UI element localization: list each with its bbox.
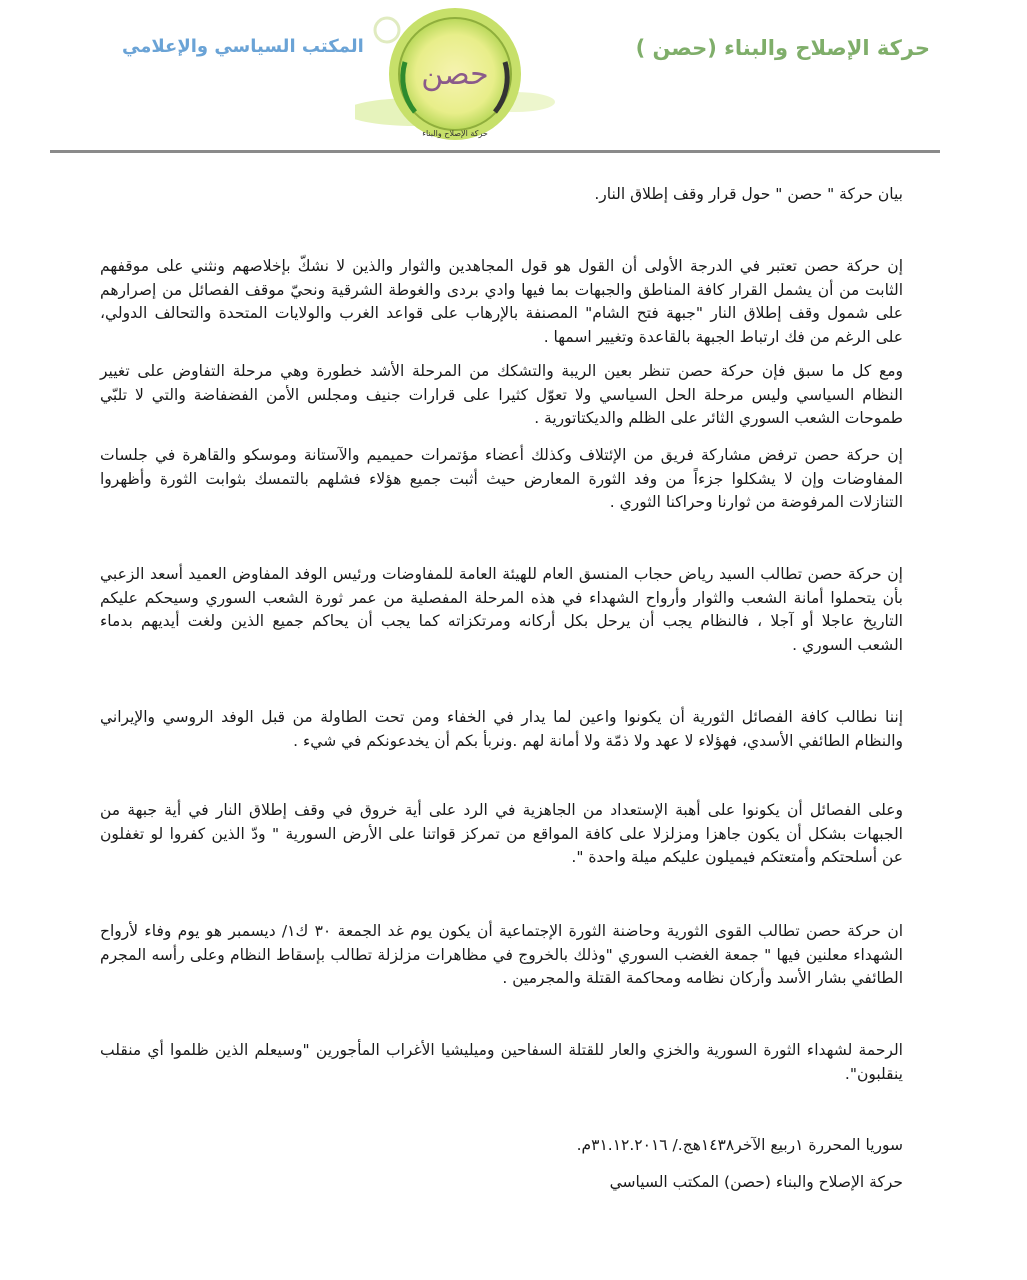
paragraph-line: الثابت من أن يشمل القرار كافة المناطق والجبهات بما فيها وادي بردى والغوطة الشرقية ونحيّ موقف الفصائل من إصرارهم bbox=[100, 280, 903, 299]
statement-paragraph bbox=[100, 799, 903, 870]
statement-paragraph bbox=[100, 706, 903, 753]
paragraph-line: عن أسلحتكم وأمتعتكم فيميلون عليكم ميلة واحدة ". bbox=[571, 848, 903, 867]
paragraph-line: ومع كل ما سبق فإن حركة حصن تنظر بعين الريبة والتشكك من المرحلة الأشد خطورة وهي مرحلة التفاوض على تغيير bbox=[100, 362, 903, 380]
paragraph-line: والنظام الطائفي الأسدي، فهؤلاء لا عهد ولا ذمّة ولا أمانة لهم .ونربأ بكم أن يخدعونكم في شيء . bbox=[293, 731, 903, 750]
paragraph-line: إن حركة حصن تطالب السيد رياض حجاب المنسق العام للهيئة العامة للمفاوضات ورئيس الوفد المفاوض العميد أسعد الزعبي bbox=[100, 565, 903, 583]
paragraph-line: الرحمة لشهداء الثورة السورية والخزي والعار للقتلة السفاحين وميليشيا الأغراب المأجورين "وسيعلم الذين ظلموا أي منقلب bbox=[100, 1041, 903, 1059]
paragraph-line: وعلى الفصائل أن يكونوا على أهبة الإستعداد من الجاهزية في الرد على أية خروق في وقف إطلاق النار في أية جبهة من bbox=[100, 801, 903, 819]
organization-name: حركة الإصلاح والبناء (حصن ) bbox=[635, 36, 930, 60]
paragraph-line: على شمول وقف إطلاق النار "جبهة فتح الشام" المصنفة بالإرهاب على قواعد الغرب والولايات المتحدة والتحالف الدولي، bbox=[100, 304, 903, 323]
paragraph-line: المفاوضات وإن لا يشكلوا جزءاً من وفد الثورة المعارض حيث أثبت جميع هؤلاء فشلهم بالتمسك بثوابت الثورة وأظهروا bbox=[100, 469, 903, 488]
statement-paragraph bbox=[100, 444, 903, 515]
signature: حركة الإصلاح والبناء (حصن) المكتب السياسي bbox=[609, 1173, 903, 1191]
statement-title: بيان حركة " حصن " حول قرار وقف إطلاق النار. bbox=[594, 185, 903, 203]
paragraph-line: الشهداء معلنين فيها " جمعة الغضب السوري "وذلك بالخروج في مظاهرات مزلزلة تطالب بإسقاط النظام وعلى رأسه المجرم bbox=[100, 945, 903, 964]
paragraph-line: الشعب السوري . bbox=[792, 635, 903, 654]
paragraph-line: طموحات الشعب السوري الثائر على الظلم والديكتاتورية . bbox=[534, 409, 903, 428]
paragraph-line: الطائفي بشار الأسد وأركان نظامه ومحاكمة القتلة والمجرمين . bbox=[502, 969, 903, 988]
paragraph-line: ان حركة حصن تطالب القوى الثورية وحاضنة الثورة الإجتماعية أن يكون يوم غد الجمعة ٣٠ ك١/ ديسمبر هو يوم وفاء لأرواح bbox=[100, 922, 904, 940]
paragraph-line: إن حركة حصن ترفض مشاركة فريق من الإئتلاف وكذلك أعضاء مؤتمرات حميميم والآستانة وموسكو والقاهرة في جلسات bbox=[100, 446, 903, 464]
paragraph-line: ينقلبون". bbox=[844, 1064, 903, 1083]
svg-text:حصن: حصن bbox=[421, 57, 489, 92]
date-line: سوريا المحررة ١ربيع الآخر١٤٣٨هج./ ٣١.١٢.٢٠١٦م. bbox=[576, 1136, 903, 1154]
paragraph-line: التاريخ عاجلا أو آجلا ، فالنظام يجب أن يرحل بكل أركانه ومرتكزاته كما يجب أن يحاكم جميع الذين ولغت أيديهم بدماء bbox=[100, 612, 903, 631]
statement-paragraph bbox=[100, 1039, 903, 1086]
paragraph-line: إن حركة حصن تعتبر في الدرجة الأولى أن القول هو قول المجاهدين والثوار والذين لا نشكّ بإخلاصهم ونثني على موقفهم bbox=[100, 257, 903, 275]
header-divider bbox=[50, 150, 940, 153]
paragraph-line: التنازلات المرفوضة من ثوارنا وحراكنا الثوري . bbox=[609, 493, 903, 512]
statement-paragraph bbox=[100, 563, 903, 657]
svg-text:حركة الإصلاح والبناء: حركة الإصلاح والبناء bbox=[422, 129, 488, 138]
organization-logo bbox=[355, 2, 555, 150]
paragraph-line: على الرغم من فك ارتباط الجبهة بالقاعدة وتغيير اسمها . bbox=[543, 327, 903, 346]
paragraph-line: النظام السياسي وليس مرحلة الحل السياسي ولا تعوّل كثيرا على قرارات جنيف ومجلس الأمن الفضفاضة والتي لا تلبّي bbox=[100, 385, 903, 404]
office-name: المكتب السياسي والإعلامي bbox=[122, 36, 364, 57]
statement-paragraph bbox=[100, 255, 903, 349]
statement-paragraph bbox=[100, 360, 903, 431]
paragraph-line: الجبهات بشكل أن يكون جاهزا ومزلزلا على كافة المواقع من تمركز قواتنا على الأرض السورية " ودّ الذين كفروا لو تغفلون bbox=[100, 824, 903, 843]
paragraph-line: إننا نطالب كافة الفصائل الثورية أن يكونوا واعين لما يدار في الخفاء ومن تحت الطاولة من قبل الوفد الروسي والإيراني bbox=[100, 708, 903, 726]
statement-paragraph bbox=[100, 920, 903, 991]
paragraph-line: بأن يتحملوا أمانة الشعب والثوار وأرواح الشهداء في هذه المرحلة المفصلية من عمر ثورة الشعب السوري وسيحكم عليكم bbox=[100, 588, 903, 607]
